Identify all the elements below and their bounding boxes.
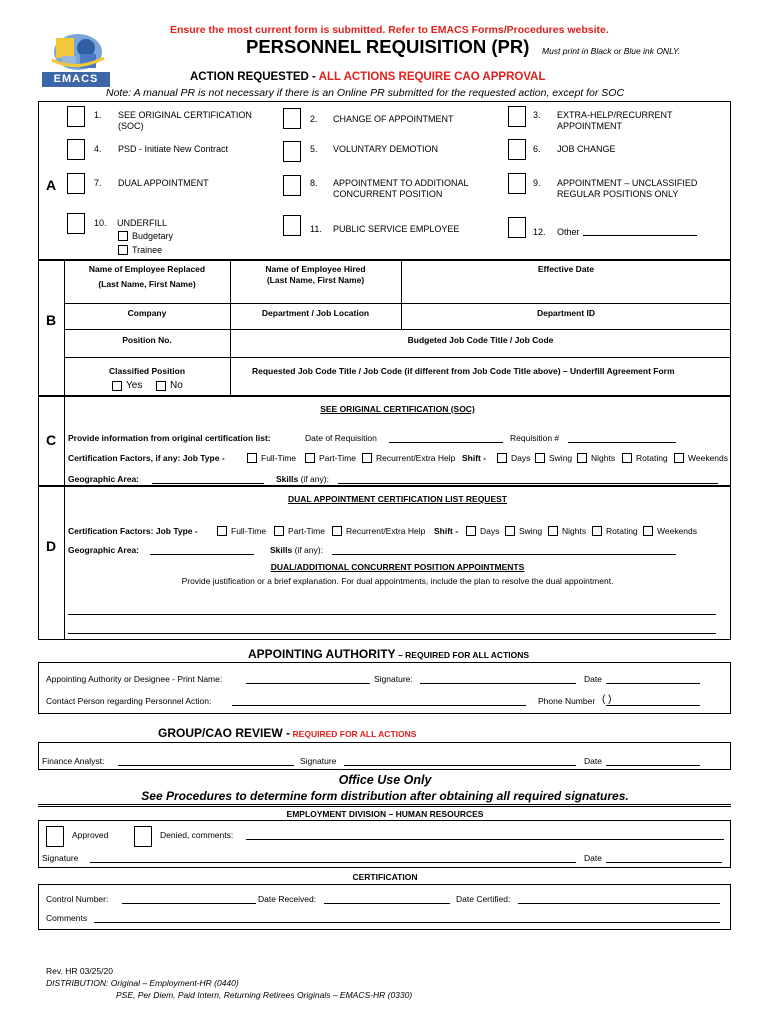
c-parttime-checkbox[interactable] — [305, 453, 315, 463]
action-5-checkbox[interactable] — [283, 141, 301, 162]
underfill-budgetary-checkbox[interactable] — [118, 231, 128, 241]
rev-note: Rev. HR 03/25/20 — [46, 966, 113, 976]
c-recurrent-label: Recurrent/Extra Help — [376, 453, 456, 463]
action-11-num: 11. — [310, 224, 322, 234]
action-3-num: 3. — [533, 110, 541, 120]
date-certified-label: Date Certified: — [456, 894, 511, 904]
hr-signature-label: Signature — [42, 853, 79, 863]
c-nights-checkbox[interactable] — [577, 453, 587, 463]
dual-appointment-heading: DUAL APPOINTMENT CERTIFICATION LIST REQUEST — [288, 494, 507, 504]
justification-text: Provide justification or a brief explanation. For dual appointments, include the plan to resolve the dual appointment. — [181, 576, 614, 586]
action-7-num: 7. — [94, 178, 102, 188]
action-10-num: 10. — [94, 218, 107, 228]
underfill-trainee-label: Trainee — [132, 245, 163, 255]
classified-position-label: Classified Position — [108, 366, 186, 376]
c-if-any-label: (if any): — [300, 474, 329, 484]
justification-line-2[interactable] — [68, 633, 716, 634]
office-use-divider — [38, 804, 731, 807]
action-9-num: 9. — [533, 178, 541, 188]
action-2-label: CHANGE OF APPOINTMENT — [333, 114, 454, 124]
classified-no-checkbox[interactable] — [156, 381, 166, 391]
d-recurrent-checkbox[interactable] — [332, 526, 342, 536]
d-if-any-label: (if any): — [294, 545, 323, 555]
d-nights-checkbox[interactable] — [548, 526, 558, 536]
action-3-label-2: APPOINTMENT — [557, 121, 623, 131]
emacs-logo-text: EMACS — [42, 72, 110, 87]
action-requirement: ALL ACTIONS REQUIRE CAO APPROVAL — [318, 71, 546, 83]
department-location-label: Department / Job Location — [261, 308, 370, 318]
action-4-num: 4. — [94, 144, 102, 154]
action-12-label: Other — [557, 227, 580, 237]
header-notice: Ensure the most current form is submitted. Refer to EMACS Forms/Procedures website. — [170, 24, 609, 36]
appointing-heading — [248, 647, 529, 661]
office-use-title: Office Use Only — [338, 773, 432, 787]
c-days-label: Days — [511, 453, 531, 463]
section-b-letter: B — [46, 312, 57, 328]
action-1-checkbox[interactable] — [67, 106, 85, 127]
group-date-input[interactable] — [606, 765, 700, 766]
d-days-checkbox[interactable] — [466, 526, 476, 536]
c-geo-area-label: Geographic Area: — [68, 474, 140, 484]
soc-heading: SEE ORIGINAL CERTIFICATION (SOC) — [320, 404, 475, 414]
justification-line-1[interactable] — [68, 614, 716, 615]
finance-analyst-input[interactable] — [118, 765, 294, 766]
effective-date-label: Effective Date — [537, 264, 595, 274]
action-requested-label: ACTION REQUESTED - — [190, 71, 316, 83]
d-parttime-checkbox[interactable] — [274, 526, 284, 536]
c-weekends-label: Weekends — [688, 453, 729, 463]
d-cert-factors-label: Certification Factors: Job Type - — [68, 526, 198, 536]
approved-label: Approved — [72, 830, 109, 840]
contact-person-label: Contact Person regarding Personnel Action: — [46, 696, 212, 706]
d-fulltime-label: Full-Time — [231, 526, 267, 536]
phone-label: Phone Number — [538, 696, 596, 706]
group-review-title: GROUP/CAO REVIEW - — [158, 726, 291, 740]
print-name-label: Appointing Authority or Designee - Print Name: — [46, 674, 223, 684]
c-swing-checkbox[interactable] — [535, 453, 545, 463]
action-6-checkbox[interactable] — [508, 139, 526, 160]
c-geo-area-input[interactable] — [152, 483, 264, 484]
action-2-num: 2. — [310, 114, 318, 124]
distribution-note-2: PSE, Per Diem, Paid Intern, Returning Retirees Originals – EMACS-HR (0330) — [116, 990, 413, 1000]
date-received-label: Date Received: — [258, 894, 317, 904]
provide-info-label: Provide information from original certification list: — [68, 433, 271, 443]
procedures-note: See Procedures to determine form distribution after obtaining all required signatures. — [141, 789, 629, 803]
c-rotating-checkbox[interactable] — [622, 453, 632, 463]
d-geo-area-input[interactable] — [150, 554, 254, 555]
date-requisition-input[interactable] — [389, 442, 503, 443]
d-skills-wrap — [270, 545, 323, 555]
hr-date-label: Date — [584, 853, 602, 863]
section-d-letter: D — [46, 538, 57, 554]
section-a-letter: A — [46, 177, 57, 193]
action-requested-heading — [190, 71, 545, 83]
d-recurrent-label: Recurrent/Extra Help — [346, 526, 426, 536]
contact-person-input[interactable] — [232, 705, 526, 706]
action-11-label: PUBLIC SERVICE EMPLOYEE — [333, 224, 460, 234]
d-fulltime-checkbox[interactable] — [217, 526, 227, 536]
classified-yes-checkbox[interactable] — [112, 381, 122, 391]
position-no-label: Position No. — [122, 335, 172, 345]
classified-yes-label: Yes — [126, 380, 143, 391]
action-9-label: APPOINTMENT – UNCLASSIFIED — [557, 178, 698, 188]
d-skills-label: Skills — [270, 545, 293, 555]
action-4-label: PSD - Initiate New Contract — [118, 144, 229, 154]
action-10-label: UNDERFILL — [117, 218, 168, 228]
appointing-date-label: Date — [584, 674, 602, 684]
action-6-label: JOB CHANGE — [557, 144, 616, 154]
action-9-label-2: REGULAR POSITIONS ONLY — [557, 189, 679, 199]
action-1-label: SEE ORIGINAL CERTIFICATION — [118, 110, 252, 120]
c-fulltime-label: Full-Time — [261, 453, 297, 463]
employee-replaced-sub: (Last Name, First Name) — [98, 279, 196, 289]
appointing-box — [38, 662, 731, 714]
phone-input[interactable] — [606, 705, 700, 706]
action-6-num: 6. — [533, 144, 541, 154]
requisition-no-input[interactable] — [568, 442, 676, 443]
d-nights-label: Nights — [562, 526, 587, 536]
action-8-label: APPOINTMENT TO ADDITIONAL — [333, 178, 469, 188]
emacs-logo — [42, 28, 110, 88]
action-5-num: 5. — [310, 144, 318, 154]
distribution-note: DISTRIBUTION: Original – Employment-HR (0440) — [46, 978, 239, 988]
action-2-checkbox[interactable] — [283, 108, 301, 129]
c-rotating-label: Rotating — [636, 453, 668, 463]
department-id-label: Department ID — [536, 308, 596, 318]
d-geo-area-label: Geographic Area: — [68, 545, 140, 555]
action-7-label: DUAL APPOINTMENT — [118, 178, 209, 188]
c-skills-input[interactable] — [338, 483, 718, 484]
comments-input[interactable] — [94, 922, 720, 923]
concurrent-heading: DUAL/ADDITIONAL CONCURRENT POSITION APPOINTMENTS — [270, 562, 525, 572]
action-5-label: VOLUNTARY DEMOTION — [333, 144, 439, 154]
c-cert-factors-label: Certification Factors, if any: Job Type - — [68, 453, 225, 463]
action-10-checkbox[interactable] — [67, 213, 85, 234]
denied-label: Denied, comments: — [160, 830, 234, 840]
phone-parens: ( ) — [602, 694, 612, 705]
d-swing-checkbox[interactable] — [505, 526, 515, 536]
hr-date-input[interactable] — [606, 862, 722, 863]
date-certified-input[interactable] — [518, 903, 720, 904]
appointing-title: APPOINTING AUTHORITY — [248, 647, 396, 661]
d-rotating-label: Rotating — [606, 526, 638, 536]
group-review-heading — [158, 726, 416, 740]
action-12-num: 12. — [533, 227, 546, 237]
ink-note: Must print in Black or Blue ink ONLY. — [542, 46, 681, 56]
certification-heading: CERTIFICATION — [352, 872, 418, 882]
comments-label: Comments — [46, 913, 88, 923]
requisition-no-label: Requisition # — [510, 433, 560, 443]
employee-replaced-label: Name of Employee Replaced — [88, 264, 206, 274]
c-shift-label: Shift - — [462, 453, 487, 463]
hr-signature-input[interactable] — [90, 862, 576, 863]
print-name-input[interactable] — [246, 683, 370, 684]
other-input-line[interactable] — [583, 235, 697, 236]
denied-comments-input[interactable] — [246, 839, 724, 840]
action-8-label-2: CONCURRENT POSITION — [333, 189, 443, 199]
approved-checkbox[interactable] — [46, 826, 64, 847]
appointing-date-input[interactable] — [606, 683, 700, 684]
control-number-input[interactable] — [122, 903, 256, 904]
page-title: PERSONNEL REQUISITION (PR) — [246, 36, 530, 57]
finance-analyst-label: Finance Analyst: — [42, 756, 105, 766]
c-days-checkbox[interactable] — [497, 453, 507, 463]
action-1-label-2: (SOC) — [118, 121, 144, 131]
action-8-num: 8. — [310, 178, 318, 188]
c-swing-label: Swing — [549, 453, 573, 463]
action-11-checkbox[interactable] — [283, 215, 301, 236]
employee-hired-sub: (Last Name, First Name) — [266, 275, 365, 285]
action-8-checkbox[interactable] — [283, 175, 301, 196]
d-shift-label: Shift - — [434, 526, 459, 536]
group-date-label: Date — [584, 756, 602, 766]
c-fulltime-checkbox[interactable] — [247, 453, 257, 463]
d-days-label: Days — [480, 526, 500, 536]
underfill-budgetary-label: Budgetary — [132, 231, 174, 241]
requested-code-label: Requested Job Code Title / Job Code (if different from Job Code Title above) – Underfill Agreement Form — [252, 366, 675, 376]
d-weekends-label: Weekends — [657, 526, 698, 536]
note-text: Note: A manual PR is not necessary if there is an Online PR submitted for the requested action, except for SOC — [106, 87, 625, 99]
d-parttime-label: Part-Time — [288, 526, 325, 536]
group-signature-label: Signature — [300, 756, 337, 766]
appointing-signature-input[interactable] — [420, 683, 576, 684]
c-skills-wrap — [276, 474, 329, 484]
action-4-checkbox[interactable] — [67, 139, 85, 160]
date-requisition-label: Date of Requisition — [305, 433, 377, 443]
d-skills-input[interactable] — [332, 554, 676, 555]
c-recurrent-checkbox[interactable] — [362, 453, 372, 463]
c-nights-label: Nights — [591, 453, 616, 463]
budgeted-code-label: Budgeted Job Code Title / Job Code — [407, 335, 554, 345]
section-c-letter: C — [46, 432, 57, 448]
appointing-required: – REQUIRED FOR ALL ACTIONS — [398, 650, 530, 660]
action-7-checkbox[interactable] — [67, 173, 85, 194]
c-weekends-checkbox[interactable] — [674, 453, 684, 463]
date-received-input[interactable] — [324, 903, 450, 904]
employee-hired-label: Name of Employee Hired — [265, 264, 366, 274]
d-swing-label: Swing — [519, 526, 543, 536]
c-parttime-label: Part-Time — [319, 453, 356, 463]
action-3-label: EXTRA-HELP/RECURRENT — [557, 110, 673, 120]
d-rotating-checkbox[interactable] — [592, 526, 602, 536]
control-number-label: Control Number: — [46, 894, 109, 904]
appointing-signature-label: Signature: — [374, 674, 413, 684]
d-weekends-checkbox[interactable] — [643, 526, 653, 536]
certification-box — [38, 884, 731, 930]
group-review-required: REQUIRED FOR ALL ACTIONS — [292, 729, 417, 739]
action-3-checkbox[interactable] — [508, 106, 526, 127]
company-label: Company — [127, 308, 167, 318]
classified-no-label: No — [170, 380, 183, 391]
denied-checkbox[interactable] — [134, 826, 152, 847]
action-9-checkbox[interactable] — [508, 173, 526, 194]
action-12-checkbox[interactable] — [508, 217, 526, 238]
underfill-trainee-checkbox[interactable] — [118, 245, 128, 255]
c-skills-label: Skills — [276, 474, 299, 484]
group-signature-input[interactable] — [344, 765, 576, 766]
employment-division-heading: EMPLOYMENT DIVISION – HUMAN RESOURCES — [286, 809, 484, 819]
action-1-num: 1. — [94, 110, 102, 120]
